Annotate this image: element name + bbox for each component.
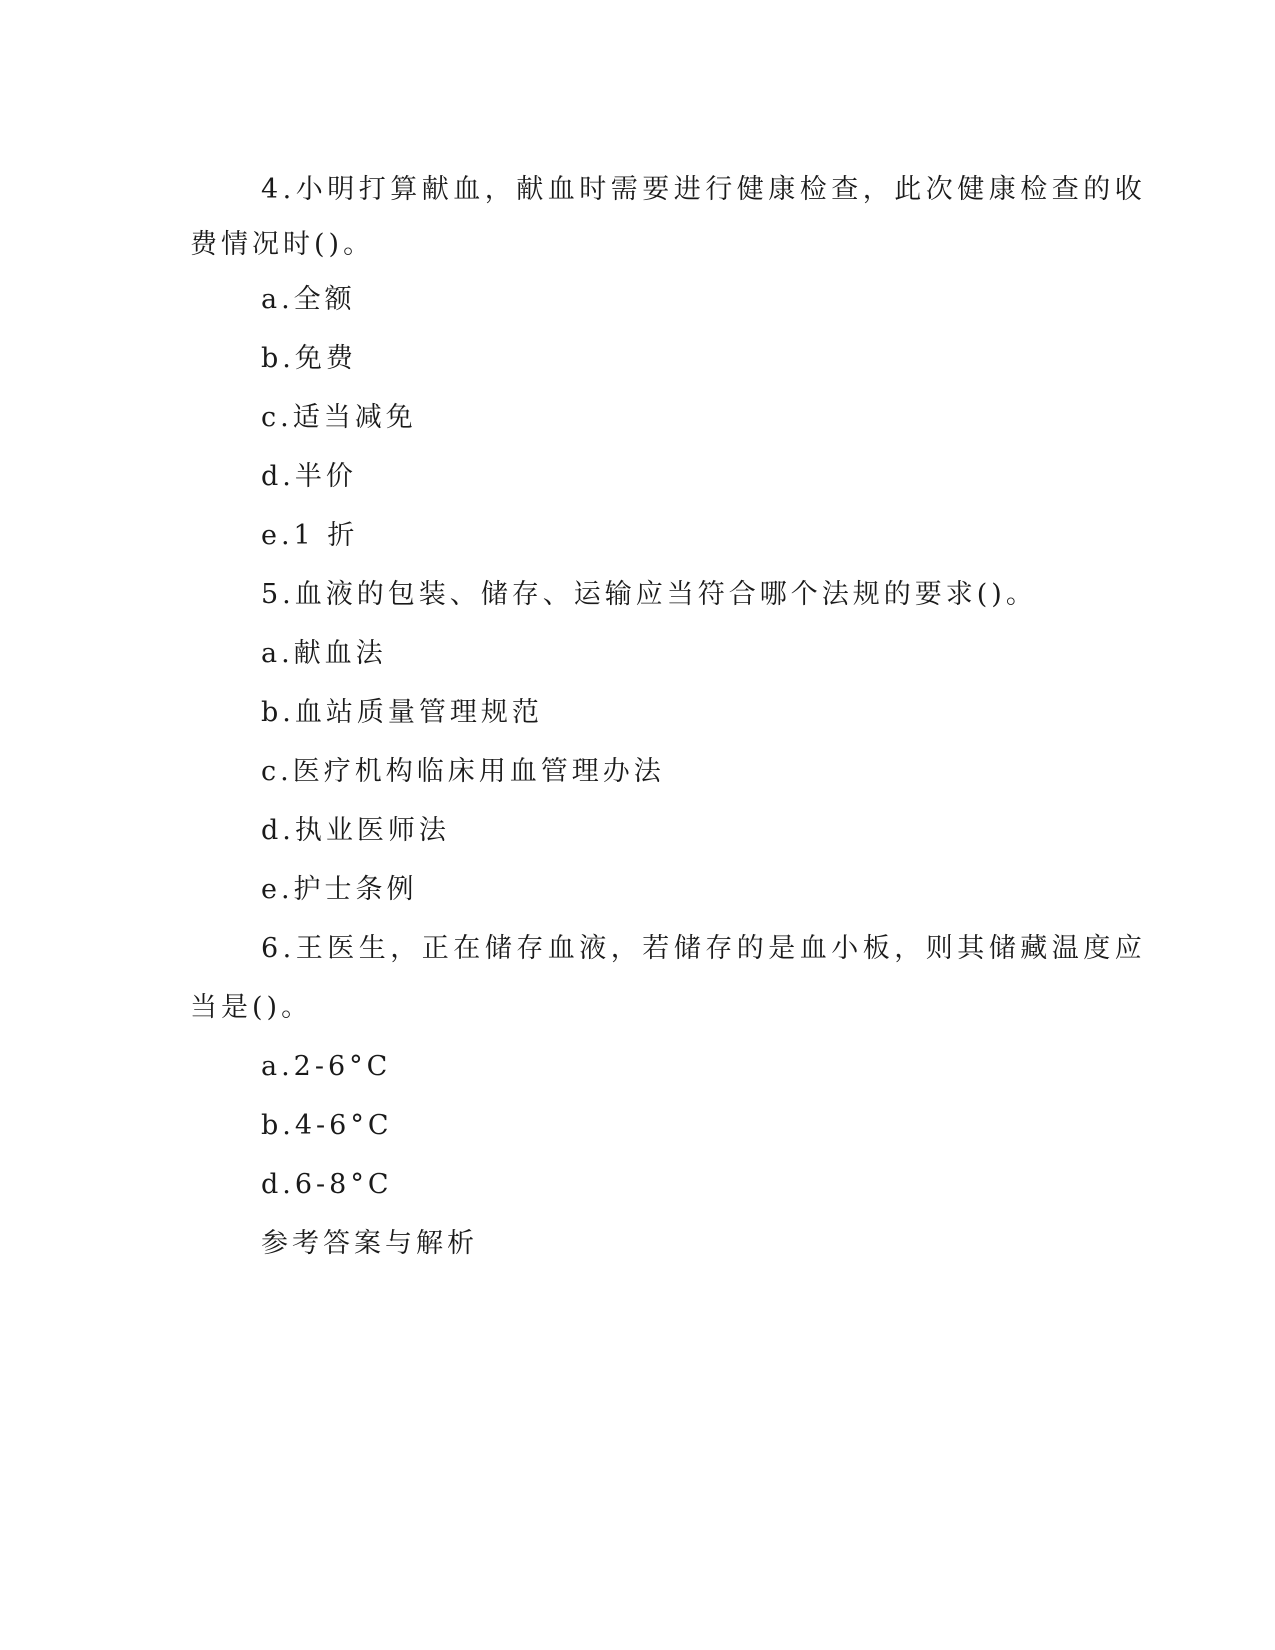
question-4-option-a: a.全额: [261, 284, 356, 315]
answer-heading: 参考答案与解析: [261, 1228, 478, 1259]
question-6-option-a: a.2-6°C: [261, 1051, 392, 1082]
question-5-option-d: d.执业医师法: [261, 815, 450, 846]
question-4-option-b: b.免费: [261, 343, 357, 374]
question-6-option-d: d.6-8°C: [261, 1169, 393, 1200]
question-6-stem-line-2: 当是()。: [190, 992, 313, 1023]
question-5-option-e: e.护士条例: [261, 874, 418, 905]
question-4-stem-line-2: 费情况时()。: [190, 229, 375, 260]
question-6-stem-line-1: 6.王医生，正在储存血液，若储存的是血小板，则其储藏温度应: [261, 933, 1147, 964]
question-5-option-b: b.血站质量管理规范: [261, 697, 543, 728]
question-4-option-e: e.1 折: [261, 520, 359, 551]
question-6-option-b: b.4-6°C: [261, 1110, 393, 1141]
question-4-option-c: c.适当减免: [261, 402, 417, 433]
question-4-stem-line-1: 4.小明打算献血，献血时需要进行健康检查，此次健康检查的收: [261, 174, 1147, 205]
question-5-option-c: c.医疗机构临床用血管理办法: [261, 756, 665, 787]
question-5-option-a: a.献血法: [261, 638, 387, 669]
question-5-stem: 5.血液的包装、储存、运输应当符合哪个法规的要求()。: [261, 579, 1037, 610]
question-4-option-d: d.半价: [261, 461, 357, 492]
